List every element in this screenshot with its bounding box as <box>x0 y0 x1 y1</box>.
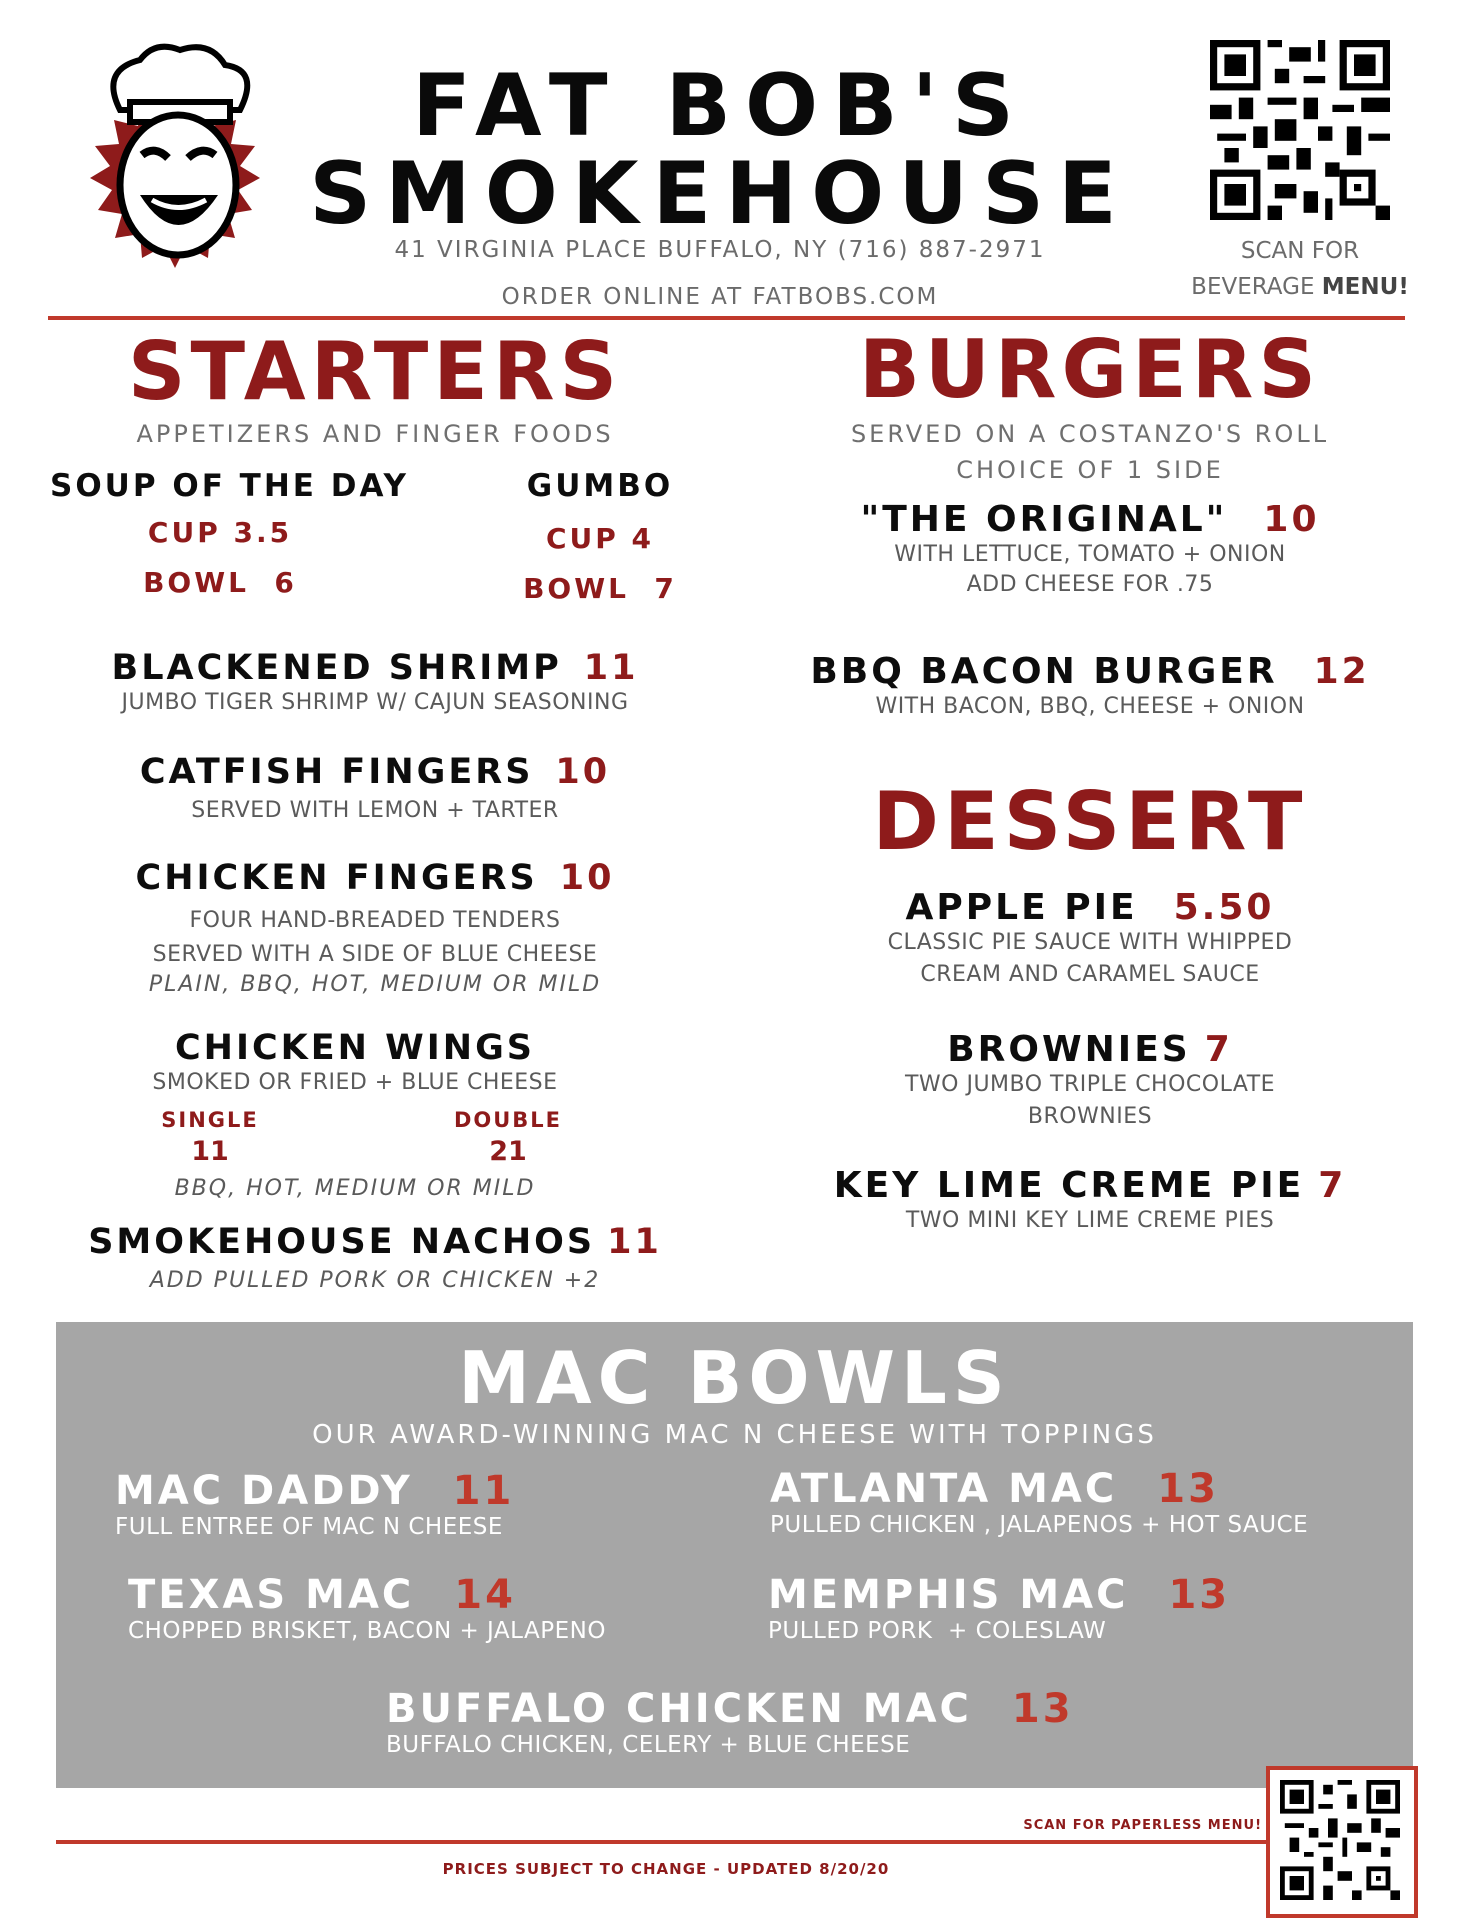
address-phone: 41 VIRGINIA PLACE BUFFALO, NY (716) 887-2971 <box>394 237 1046 263</box>
chicken-fingers-desc2: SERVED WITH A SIDE OF BLUE CHEESE <box>152 942 598 967</box>
burgers-subtitle2: CHOICE OF 1 SIDE <box>956 456 1224 484</box>
brownies-desc1: TWO JUMBO TRIPLE CHOCOLATE <box>904 1072 1276 1097</box>
restaurant-name-line1: FAT BOB'S <box>412 56 1028 156</box>
qr-caption-line2 <box>1170 274 1430 300</box>
paperless-qr-code[interactable] <box>1280 1780 1400 1900</box>
order-online-text: ORDER ONLINE AT FATBOBS.COM <box>501 284 939 310</box>
texas-mac-desc: CHOPPED BRISKET, BACON + JALAPENO <box>128 1618 606 1644</box>
header-divider <box>48 316 1405 320</box>
shrimp-price: 11 <box>583 648 639 688</box>
bbq-burger-item <box>750 652 1430 722</box>
atlanta-mac-item <box>770 1466 1308 1538</box>
original-burger-price: 10 <box>1263 499 1320 540</box>
bbq-burger-name: BBQ BACON BURGER <box>810 651 1278 692</box>
qr-caption-line1: SCAN FOR <box>1240 238 1360 264</box>
memphis-mac-desc: PULLED PORK + COLESLAW <box>768 1618 1107 1644</box>
wings-single-price: 11 <box>191 1136 229 1167</box>
gumbo-bowl: BOWL 7 <box>523 572 677 605</box>
prices-notice: PRICES SUBJECT TO CHANGE - UPDATED 8/20/20 <box>442 1860 890 1878</box>
key-lime-name: KEY LIME CREME PIE <box>833 1165 1305 1206</box>
beverage-qr-code[interactable] <box>1210 40 1390 220</box>
catfish-name: CATFISH FINGERS <box>139 752 534 792</box>
chicken-fingers-desc3: PLAIN, BBQ, HOT, MEDIUM OR MILD <box>148 972 602 997</box>
nachos-name: SMOKEHOUSE NACHOS <box>88 1222 596 1262</box>
chicken-fingers-desc1: FOUR HAND-BREADED TENDERS <box>189 908 561 933</box>
apple-pie-price: 5.50 <box>1173 887 1275 928</box>
burgers-subtitle1: SERVED ON A COSTANZO'S ROLL <box>850 420 1330 448</box>
catfish-desc: SERVED WITH LEMON + TARTER <box>191 798 559 823</box>
mac-daddy-item <box>115 1468 514 1540</box>
apple-pie-desc2: CREAM AND CARAMEL SAUCE <box>920 962 1260 987</box>
texas-mac-item <box>128 1572 606 1644</box>
wings-double-label: DOUBLE <box>453 1108 563 1132</box>
brownies-price: 7 <box>1204 1029 1233 1070</box>
chicken-fingers-item <box>40 858 710 1000</box>
restaurant-name-line2: SMOKEHOUSE <box>309 144 1131 244</box>
texas-mac-price: 14 <box>454 1572 516 1618</box>
soup-bowl: BOWL 6 <box>143 566 297 599</box>
starters-title: STARTERS <box>127 325 623 418</box>
bbq-burger-price: 12 <box>1313 651 1370 692</box>
gumbo-name: GUMBO <box>526 468 674 504</box>
shrimp-desc: JUMBO TIGER SHRIMP W/ CAJUN SEASONING <box>121 690 629 715</box>
original-burger-item <box>750 500 1430 600</box>
shrimp-name: BLACKENED SHRIMP <box>111 648 562 688</box>
qr-caption-beverage: BEVERAGE <box>1191 274 1315 300</box>
nachos-price: 11 <box>607 1222 662 1262</box>
apple-pie-item <box>750 888 1430 990</box>
shrimp-item <box>40 648 710 718</box>
footer-divider <box>56 1840 1276 1844</box>
apple-pie-name: APPLE PIE <box>905 887 1138 928</box>
nachos-item <box>40 1222 710 1296</box>
burgers-title: BURGERS <box>858 323 1322 416</box>
gumbo-cup: CUP 4 <box>545 522 655 555</box>
paperless-caption: SCAN FOR PAPERLESS MENU! <box>1023 1818 1262 1833</box>
brownies-name: BROWNIES <box>947 1029 1191 1070</box>
wings-single-label: SINGLE <box>161 1108 259 1132</box>
chef-logo <box>60 40 290 280</box>
memphis-mac-price: 13 <box>1168 1572 1231 1618</box>
buffalo-mac-desc: BUFFALO CHICKEN, CELERY + BLUE CHEESE <box>386 1732 911 1758</box>
mac-daddy-desc: FULL ENTREE OF MAC N CHEESE <box>115 1514 503 1540</box>
wings-item <box>40 1028 670 1098</box>
catfish-item <box>40 752 710 826</box>
buffalo-mac-name: BUFFALO CHICKEN MAC <box>386 1686 972 1732</box>
key-lime-item <box>750 1166 1430 1236</box>
wings-flavors: BBQ, HOT, MEDIUM OR MILD <box>174 1176 536 1201</box>
brownies-item <box>750 1030 1430 1132</box>
memphis-mac-item <box>768 1572 1230 1644</box>
mac-daddy-name: MAC DADDY <box>115 1468 413 1514</box>
key-lime-price: 7 <box>1318 1165 1347 1206</box>
nachos-desc: ADD PULLED PORK OR CHICKEN +2 <box>149 1268 601 1293</box>
atlanta-mac-name: ATLANTA MAC <box>770 1466 1118 1512</box>
mac-bowls-subtitle: OUR AWARD-WINNING MAC N CHEESE WITH TOPPINGS <box>312 1420 1157 1450</box>
soup-cup: CUP 3.5 <box>147 516 293 549</box>
mac-bowls-title: MAC BOWLS <box>458 1336 1011 1420</box>
brownies-desc2: BROWNIES <box>1027 1104 1153 1129</box>
dessert-title: DESSERT <box>872 775 1308 868</box>
starters-subtitle: APPETIZERS AND FINGER FOODS <box>136 420 614 448</box>
wings-double-price: 21 <box>489 1136 527 1167</box>
chicken-fingers-name: CHICKEN FINGERS <box>135 858 538 898</box>
original-burger-name: "THE ORIGINAL" <box>860 499 1228 540</box>
mac-daddy-price: 11 <box>452 1468 515 1514</box>
memphis-mac-name: MEMPHIS MAC <box>768 1572 1129 1618</box>
bbq-burger-desc: WITH BACON, BBQ, CHEESE + ONION <box>875 694 1305 719</box>
wings-desc: SMOKED OR FRIED + BLUE CHEESE <box>152 1070 558 1095</box>
apple-pie-desc1: CLASSIC PIE SAUCE WITH WHIPPED <box>887 930 1293 955</box>
qr-caption-menu: MENU! <box>1321 274 1409 300</box>
chicken-fingers-price: 10 <box>559 858 615 898</box>
wings-name: CHICKEN WINGS <box>174 1028 536 1068</box>
buffalo-mac-item <box>386 1686 1074 1758</box>
texas-mac-name: TEXAS MAC <box>128 1572 415 1618</box>
soup-name: SOUP OF THE DAY <box>50 468 409 504</box>
original-burger-desc2: ADD CHEESE FOR .75 <box>966 572 1214 597</box>
key-lime-desc: TWO MINI KEY LIME CREME PIES <box>905 1208 1275 1233</box>
atlanta-mac-desc: PULLED CHICKEN , JALAPENOS + HOT SAUCE <box>770 1512 1309 1538</box>
buffalo-mac-price: 13 <box>1011 1686 1074 1732</box>
atlanta-mac-price: 13 <box>1157 1466 1219 1512</box>
catfish-price: 10 <box>555 752 611 792</box>
original-burger-desc1: WITH LETTUCE, TOMATO + ONION <box>894 542 1286 567</box>
